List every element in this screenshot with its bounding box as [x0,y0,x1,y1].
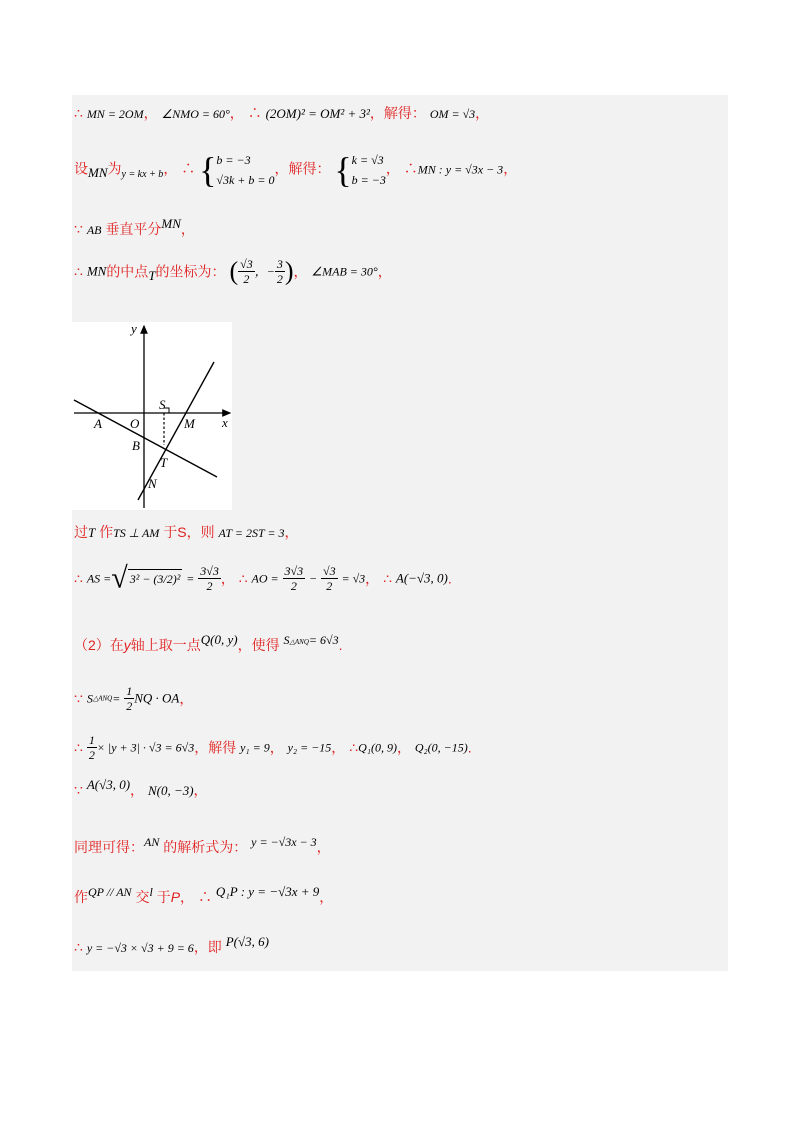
comma: ， [365,570,380,587]
text-yu: 于 [156,889,171,905]
system-eq-2: √3k + b = 0 [216,173,275,187]
line-8 [74,684,193,713]
fraction-denominator: 2 [88,748,95,762]
result-ao: = √3 [341,571,366,586]
label-p: P [170,889,181,905]
comma: ， [180,221,195,237]
text-yu: 于 [163,524,178,540]
text-zuo: 作 [74,889,88,905]
therefore-symbol: ∴ [383,570,392,587]
area-symbol: S [86,691,93,706]
label-b: B [132,438,140,453]
comma: ， [130,782,145,798]
label-n: N [148,476,157,491]
text-similarly: 同理可得： [74,839,144,855]
area-formula: NQ · OA [134,690,180,706]
fraction-numerator: 3 [276,257,283,271]
equation-mn-2om: MN = 2OM [86,107,144,121]
therefore-symbol: ∴ [74,570,83,587]
label-y: y [123,637,131,653]
text-ji: ，即 [193,939,222,955]
comma: ， [179,690,194,707]
therefore-symbol: ∴ [197,889,212,905]
line-13 [74,934,269,957]
comma: ， [284,524,299,540]
text-she: 设 [74,160,88,177]
therefore-symbol: ∴ [74,263,83,280]
label-o: O [130,416,140,431]
because-symbol: ∵ [74,221,83,237]
point-q: Q(0, y) [200,632,238,647]
angle-nmo: ∠NMO = 60° [161,107,230,121]
area-symbol: S [283,633,290,647]
therefore-symbol: ∴ [181,160,196,177]
text-such-that: ，使得 [237,637,280,653]
label-t: T [88,525,96,540]
line-6: ∴ AS =√ 3² − (3/2)² = $\frac{3√3}{2}$ ， ∴ AO = $\frac{3√3}{2}$ − $\frac{√3}{2}$ = √3， ∴ A(−√3, 0). [74,561,452,595]
therefore-symbol: ∴ [74,739,83,756]
comma: ， [316,839,331,855]
point-n: N(0, −3) [147,783,194,798]
comma: ， [229,105,244,121]
label-s: S [159,397,166,412]
therefore-symbol: ∴ [349,739,359,756]
line-2: 设MN为$_{y = kx + b}$， ∴ { b = −3 √3k + b = 0 ，解得： { k = √3 b = −3 ， ∴MN : y = √3x − 3， [74,150,518,190]
an-equation: y = −√3x − 3 [251,835,317,849]
fraction-denominator: 2 [276,272,283,286]
area-subscript: △ANQ [92,694,113,703]
therefore-symbol: ∴ [247,105,262,121]
line-ab [74,400,217,477]
equals: = [112,691,121,706]
line-9 [74,733,472,762]
text-midpoint: 的中点 [106,263,149,280]
therefore-symbol: ∴ [74,105,83,121]
comma: ， [377,263,392,280]
line-4: ∴ MN的中点T的坐标为： ( $\frac{√3}{2}$ ，− $\frac{3}{2}$ )， ∠MAB = 30°， [74,256,392,286]
equation-at: AT = 2ST = 3 [218,526,285,540]
fraction-numerator: √3 [323,564,336,578]
point-q2: Q₂(0, −15) [414,740,468,755]
solve-label: ，解得： [369,105,426,121]
comma: ， [180,889,195,905]
point-p: P(√3, 6) [225,934,269,949]
perpendicular-ts-am: TS ⊥ AM [113,526,160,540]
fraction-numerator: 1 [88,733,95,747]
label-mn: MN [161,216,181,231]
line-7 [74,632,343,657]
line-12 [74,884,334,907]
comma: ， [163,160,178,177]
comma: ， [143,105,158,121]
area-equation: × |y + 3| · √3 = 6√3 [96,740,195,755]
solve-label: ，解得 [194,739,237,756]
line-equation: y = kx + b [121,168,164,180]
label-ao: AO = [251,571,279,586]
label-an: AN [144,835,160,849]
comma: ， [293,263,308,280]
comma: ， [396,739,411,756]
period: . [447,570,452,587]
point-a: A(−√3, 0) [395,570,448,586]
equals: = [186,571,195,586]
comma: ， [319,889,334,905]
text-coordinates: 的坐标为： [155,263,226,280]
result-b: b = −3 [351,173,386,187]
mn-equation: MN : y = √3x − 3 [417,162,504,177]
fraction-numerator: 3√3 [200,564,219,578]
comma: ， [503,160,518,177]
geometry-diagram [72,322,232,510]
label-a: A [94,416,102,431]
line-11 [74,835,331,857]
text-wei: 为 [107,160,122,177]
text-take-point: 轴上取一点 [130,637,201,653]
line-3 [74,216,195,239]
label-l: l [149,885,153,899]
fraction-denominator: 2 [326,579,333,593]
label-as: AS = [86,571,112,586]
q1p-equation: Q₁P : y = −√3x + 9 [215,884,320,899]
line-1 [74,104,489,123]
equation-pythagoras: (2OM)² = OM² + 3² [265,106,370,121]
comma: ， [269,739,284,756]
comma: ， [220,570,235,587]
fraction-numerator: √3 [240,257,253,271]
part-2-label: （2）在 [74,637,124,653]
result-om: OM = √3 [429,107,476,121]
label-mn: MN [86,263,107,279]
label-t-point: T [160,455,168,470]
system-eq-1: b = −3 [216,153,251,167]
solve-label: ，解得： [274,160,331,177]
area-subscript: △ANQ [289,638,309,646]
period: . [467,739,472,756]
area-value: = 6√3 [308,633,339,647]
label-ab: AB [86,223,102,237]
text-ze: ，则 [186,524,215,540]
point-q1: Q₁(0, 9) [358,740,397,755]
fraction-numerator: 1 [126,684,133,698]
fraction-denominator: 2 [126,699,133,713]
label-x-axis: x [222,415,228,430]
line-5 [74,523,299,542]
label-mn: MN [88,164,108,180]
y-calculation: y = −√3 × √3 + 9 = 6 [86,941,194,955]
fraction-denominator: 2 [206,579,213,593]
because-symbol: ∵ [74,690,83,707]
comma: ， [475,105,490,121]
label-y-axis: y [131,322,137,336]
line-10 [74,777,208,800]
fraction-denominator: 2 [243,272,250,286]
text-equation-of: 的解析式为： [163,839,248,855]
period: . [338,637,343,653]
fraction-denominator: 2 [290,579,297,593]
therefore-symbol: ∴ [74,939,83,955]
text-zuo: 作 [99,524,114,540]
label-m: M [184,416,195,431]
because-symbol: ∵ [74,782,83,798]
therefore-symbol: ∴ [238,570,248,587]
comma: ， [193,782,208,798]
comma: ， [385,160,400,177]
comma: ， [331,739,346,756]
radicand: 3² − (3/2)² [128,569,183,586]
coordinate-figure [72,322,232,510]
minus: − [309,571,318,586]
angle-mab: ∠MAB = 30° [311,264,378,279]
label-t: T [148,267,156,283]
text-perpendicular-bisector: 垂直平分 [105,221,162,237]
solution-y2: y₂ = −15 [287,740,332,755]
therefore-symbol: ∴ [403,160,418,177]
solution-y1: y₁ = 9 [240,740,270,755]
parallel-qp-an: QP // AN [88,885,132,899]
text-jiao: 交 [135,889,150,905]
label-s: S [177,524,187,540]
text-guo: 过 [74,524,88,540]
coordinate-separator: ，− [254,264,275,279]
point-a: A(√3, 0) [86,777,131,792]
fraction-numerator: 3√3 [284,564,304,578]
result-k: k = √3 [351,153,384,167]
